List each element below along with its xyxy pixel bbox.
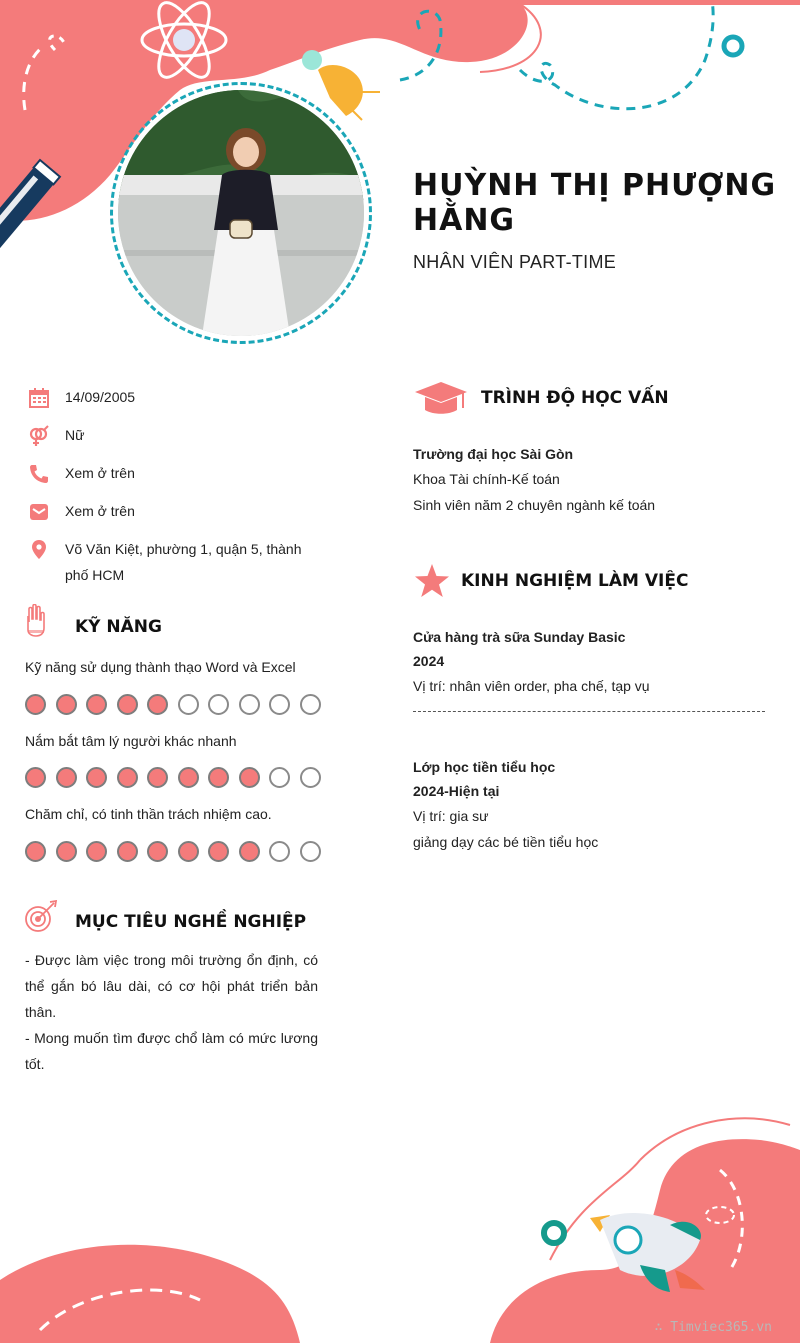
rating-dot	[300, 841, 321, 862]
rating-dot	[117, 767, 138, 788]
rating-dot	[269, 694, 290, 715]
rating-dot	[208, 841, 229, 862]
education-note: Sinh viên năm 2 chuyên ngành kế toán	[413, 497, 656, 513]
profile-photo	[118, 90, 364, 336]
rating-dot	[269, 841, 290, 862]
job-2-period: 2024-Hiện tại	[413, 783, 500, 799]
email-icon	[28, 501, 50, 523]
rating-dot	[147, 841, 168, 862]
objective-title: MỤC TIÊU NGHỀ NGHIỆP	[75, 912, 307, 932]
star-icon	[413, 563, 451, 599]
rating-dot	[56, 694, 77, 715]
job-2-position: Vị trí: gia sư	[413, 808, 489, 824]
divider	[413, 711, 765, 712]
rating-dot	[147, 767, 168, 788]
objective-line-2: - Mong muốn tìm được chổ làm có mức lương tốt.	[25, 1030, 318, 1072]
rating-dot	[86, 694, 107, 715]
rating-dot	[178, 841, 199, 862]
rating-dot	[239, 767, 260, 788]
rating-dot	[300, 767, 321, 788]
contact-birthday	[28, 387, 315, 410]
calendar-icon	[28, 387, 50, 409]
rating-dot	[178, 767, 199, 788]
rating-dot	[239, 841, 260, 862]
address-text: Võ Văn Kiệt, phường 1, quận 5, thành phố HCM	[65, 541, 302, 583]
rating-dot	[208, 767, 229, 788]
contact-phone	[28, 463, 315, 486]
rating-dot	[178, 694, 199, 715]
skill-1-label: Kỹ năng sử dụng thành thạo Word và Excel	[25, 659, 296, 675]
education-school: Trường đại học Sài Gòn	[413, 446, 574, 462]
rating-dot	[25, 767, 46, 788]
skill-1-rating	[25, 694, 321, 715]
job-1-company: Cửa hàng trà sữa Sunday Basic	[413, 629, 626, 645]
watermark: ∴ Timviec365.vn	[654, 1320, 772, 1335]
job-2-company: Lớp học tiền tiểu học	[413, 759, 556, 775]
contact-email	[28, 501, 315, 524]
education-title: TRÌNH ĐỘ HỌC VẤN	[481, 388, 669, 408]
email-text: Xem ở trên	[65, 503, 135, 519]
skill-2-label: Nắm bắt tâm lý người khác nhanh	[25, 733, 237, 749]
job-1-period: 2024	[413, 653, 445, 669]
target-icon	[24, 900, 58, 934]
objective-text	[25, 947, 318, 1077]
objective-line-1: - Được làm việc trong môi trường ổn định, có thể gắn bó lâu dài, có cơ hội phát triển bản thân.	[25, 952, 318, 1020]
job-2-description: giảng dạy các bé tiền tiểu học	[413, 834, 599, 850]
skill-2-rating	[25, 767, 321, 788]
contact-address	[28, 539, 315, 588]
hand-icon	[24, 604, 48, 638]
rating-dot	[269, 767, 290, 788]
location-pin-icon	[28, 539, 50, 561]
phone-text: Xem ở trên	[65, 465, 135, 481]
skill-3-rating	[25, 841, 321, 862]
job-1-position: Vị trí: nhân viên order, pha chế, tạp vụ	[413, 678, 650, 694]
rating-dot	[56, 767, 77, 788]
birthday-text: 14/09/2005	[65, 389, 136, 405]
rating-dot	[117, 694, 138, 715]
rating-dot	[86, 841, 107, 862]
rating-dot	[147, 694, 168, 715]
graduation-cap-icon	[413, 380, 469, 416]
rating-dot	[25, 841, 46, 862]
skill-3-label: Chăm chỉ, có tinh thần trách nhiệm cao.	[25, 806, 272, 822]
rating-dot	[117, 841, 138, 862]
education-faculty: Khoa Tài chính-Kế toán	[413, 471, 560, 487]
phone-icon	[28, 463, 50, 485]
job-title: NHÂN VIÊN PART-TIME	[413, 252, 617, 272]
rating-dot	[239, 694, 260, 715]
contact-gender	[28, 425, 315, 448]
rating-dot	[56, 841, 77, 862]
rating-dot	[208, 694, 229, 715]
rating-dot	[25, 694, 46, 715]
gender-icon	[28, 425, 50, 447]
experience-title: KINH NGHIỆM LÀM VIỆC	[461, 571, 689, 591]
skills-title: KỸ NĂNG	[75, 617, 162, 637]
gender-text: Nữ	[65, 427, 85, 443]
rating-dot	[300, 694, 321, 715]
candidate-name: HUỲNH THỊ PHƯỢNG HẰNG	[413, 168, 777, 238]
rating-dot	[86, 767, 107, 788]
